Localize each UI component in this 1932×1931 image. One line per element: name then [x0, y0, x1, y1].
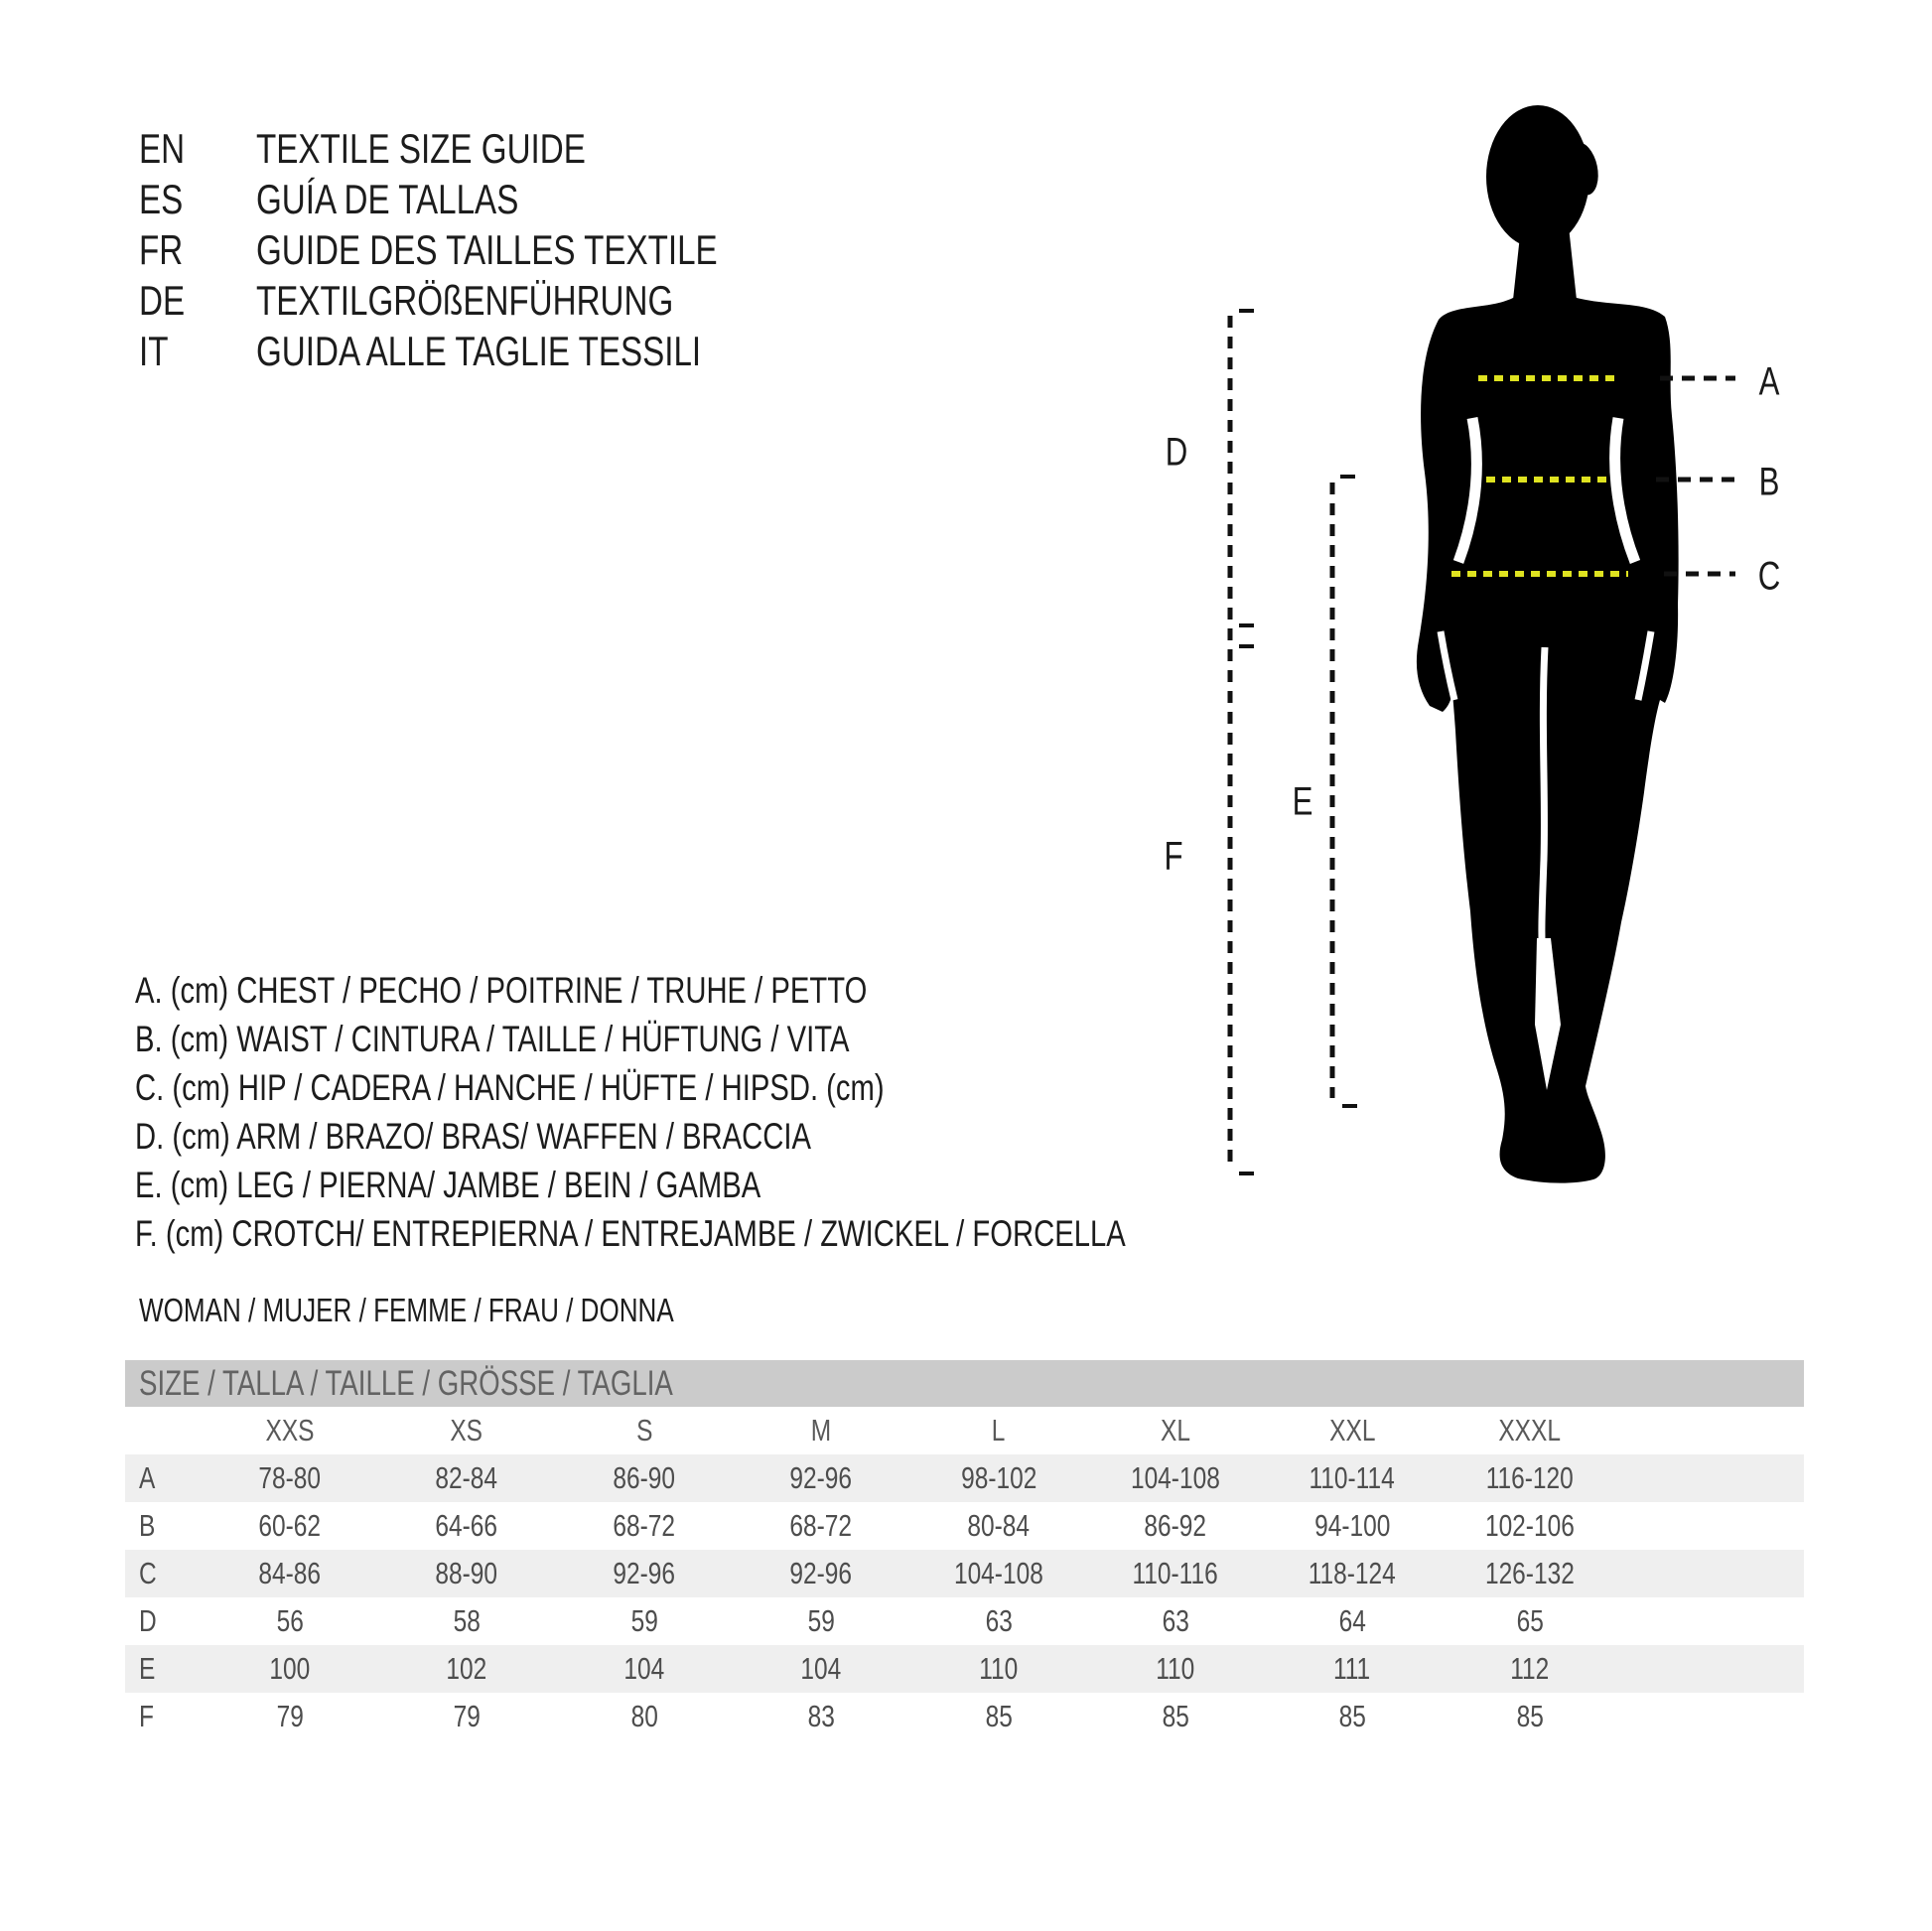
- size-column-header-text: L: [992, 1413, 1006, 1448]
- table-cell: [1264, 1550, 1441, 1597]
- table-cell-text: 63: [985, 1603, 1013, 1638]
- table-cell-text: 102-106: [1485, 1508, 1575, 1543]
- table-cell-text: 85: [1338, 1699, 1366, 1733]
- table-cell: [1264, 1597, 1441, 1645]
- size-column-header-text: XL: [1161, 1413, 1190, 1448]
- row-label-text: D: [139, 1603, 157, 1638]
- table-cell-text: 58: [453, 1603, 481, 1638]
- table-cell: [556, 1550, 733, 1597]
- audience-line: [139, 1287, 816, 1333]
- lang-code-text: EN: [139, 125, 186, 172]
- tick-f-top: [1239, 644, 1254, 648]
- title-text: TEXTILGRÖßENFÜHRUNG: [256, 277, 674, 324]
- table-cell-text: 102: [446, 1651, 487, 1686]
- legend-item-a: [135, 966, 1389, 1015]
- lang-code-text: DE: [139, 277, 186, 324]
- lang-code-text: IT: [139, 328, 169, 374]
- table-cell-text: 92-96: [789, 1460, 853, 1495]
- table-cell-text: 83: [807, 1699, 835, 1733]
- size-columns-row: [0, 1407, 1932, 1454]
- table-cell: [202, 1645, 378, 1693]
- table-cell: [202, 1597, 378, 1645]
- row-label-text: E: [139, 1651, 156, 1686]
- table-cell-text: 98-102: [960, 1460, 1037, 1495]
- table-cell: [910, 1645, 1087, 1693]
- size-column-header-text: M: [810, 1413, 832, 1448]
- row-label: [139, 1502, 160, 1550]
- size-column-header-text: XXXL: [1498, 1413, 1562, 1448]
- table-cell: [1442, 1550, 1618, 1597]
- legend-item-c: [135, 1063, 1389, 1112]
- table-cell: [1264, 1454, 1441, 1502]
- woman-silhouette-figure: [1417, 105, 1679, 1183]
- table-cell-text: 59: [807, 1603, 835, 1638]
- size-column-header-text: XXS: [265, 1413, 315, 1448]
- table-cell-text: 65: [1516, 1603, 1544, 1638]
- row-label: [139, 1597, 161, 1645]
- table-cell-text: 112: [1510, 1651, 1550, 1686]
- size-column-header-text: XS: [450, 1413, 483, 1448]
- table-cell: [556, 1693, 733, 1740]
- size-column-header: [1264, 1407, 1441, 1454]
- title-text: TEXTILE SIZE GUIDE: [256, 125, 586, 172]
- table-cell-text: 92-96: [789, 1556, 853, 1590]
- table-cell-text: 60-62: [258, 1508, 322, 1543]
- table-cell: [1442, 1502, 1618, 1550]
- table-cell: [378, 1693, 555, 1740]
- size-column-header: [556, 1407, 733, 1454]
- table-cell-text: 104-108: [954, 1556, 1043, 1590]
- title-text: GUÍA DE TALLAS: [256, 176, 519, 222]
- table-cell-text: 85: [1516, 1699, 1544, 1733]
- table-cell-text: 104-108: [1131, 1460, 1220, 1495]
- audience-text: WOMAN / MUJER / FEMME / FRAU / DONNA: [139, 1292, 674, 1328]
- legend-text: A. (cm) CHEST / PECHO / POITRINE / TRUHE / PETTO: [135, 970, 868, 1011]
- table-cell-text: 64: [1338, 1603, 1366, 1638]
- table-row: [0, 1693, 1932, 1740]
- legend-item-b: [135, 1015, 1389, 1063]
- legend-item-d: [135, 1112, 1389, 1161]
- table-cell: [378, 1550, 555, 1597]
- row-label: [139, 1550, 161, 1597]
- table-cell-text: 92-96: [613, 1556, 676, 1590]
- table-cell: [1264, 1693, 1441, 1740]
- table-cell: [910, 1550, 1087, 1597]
- row-label-text: C: [139, 1556, 157, 1590]
- table-cell: [378, 1645, 555, 1693]
- tick-d-bottom: [1239, 623, 1254, 627]
- table-cell-text: 79: [276, 1699, 304, 1733]
- measurement-legend: [135, 966, 1389, 1258]
- table-cell-text: 110-116: [1132, 1556, 1219, 1590]
- table-cell-text: 118-124: [1308, 1556, 1397, 1590]
- size-column-header: [1442, 1407, 1618, 1454]
- diagram-label-c: C: [1757, 553, 1781, 599]
- table-cell: [1442, 1645, 1618, 1693]
- table-row: [0, 1502, 1932, 1550]
- table-cell-text: 63: [1162, 1603, 1189, 1638]
- table-cell: [1087, 1645, 1264, 1693]
- table-cell: [202, 1550, 378, 1597]
- table-cell-text: 104: [800, 1651, 842, 1686]
- table-cell: [556, 1597, 733, 1645]
- row-label: [139, 1454, 160, 1502]
- table-cell-text: 86-92: [1144, 1508, 1207, 1543]
- table-cell-text: 82-84: [435, 1460, 498, 1495]
- table-cell-text: 80: [630, 1699, 658, 1733]
- table-cell-text: 126-132: [1485, 1556, 1575, 1590]
- size-column-header: [733, 1407, 909, 1454]
- table-cell: [1087, 1454, 1264, 1502]
- table-cell: [1087, 1597, 1264, 1645]
- size-column-header: [1087, 1407, 1264, 1454]
- table-cell-text: 78-80: [258, 1460, 322, 1495]
- table-cell-text: 79: [453, 1699, 481, 1733]
- table-cell-text: 68-72: [613, 1508, 676, 1543]
- legend-text: F. (cm) CROTCH/ ENTREPIERNA / ENTREJAMBE / ZWICKEL / FORCELLA: [135, 1213, 1126, 1254]
- table-cell-text: 59: [630, 1603, 658, 1638]
- table-cell-text: 110: [979, 1651, 1019, 1686]
- size-table-header-text: SIZE / TALLA / TAILLE / GRÖSSE / TAGLIA: [139, 1364, 673, 1403]
- table-cell: [556, 1502, 733, 1550]
- table-cell: [378, 1502, 555, 1550]
- size-table-header-label: [139, 1360, 815, 1407]
- table-cell: [1442, 1454, 1618, 1502]
- table-cell-text: 85: [1162, 1699, 1189, 1733]
- legend-text: E. (cm) LEG / PIERNA/ JAMBE / BEIN / GAMBA: [135, 1165, 761, 1205]
- table-cell: [1087, 1550, 1264, 1597]
- lang-code-text: FR: [139, 226, 184, 273]
- size-column-header-text: S: [635, 1413, 653, 1448]
- size-column-header-text: XXL: [1328, 1413, 1376, 1448]
- diagram-label-a: A: [1758, 358, 1780, 404]
- row-label-text: B: [139, 1508, 156, 1543]
- title-text: GUIDA ALLE TAGLIE TESSILI: [256, 328, 702, 374]
- size-column-header: [378, 1407, 555, 1454]
- legend-text: D. (cm) ARM / BRAZO/ BRAS/ WAFFEN / BRACCIA: [135, 1116, 812, 1157]
- silhouette-neck: [1513, 226, 1577, 300]
- table-cell-text: 111: [1333, 1651, 1371, 1686]
- table-cell: [910, 1502, 1087, 1550]
- size-table-header-band: [125, 1360, 1804, 1407]
- tick-d-top: [1239, 309, 1254, 313]
- size-column-header: [910, 1407, 1087, 1454]
- table-cell: [556, 1454, 733, 1502]
- table-cell-text: 86-90: [613, 1460, 676, 1495]
- table-cell-text: 56: [276, 1603, 304, 1638]
- table-cell: [910, 1693, 1087, 1740]
- gap-between-legs: [1542, 647, 1545, 958]
- diagram-label-f: F: [1164, 833, 1183, 879]
- row-label-text: A: [139, 1460, 156, 1495]
- table-cell-text: 64-66: [435, 1508, 498, 1543]
- diagram-label-e: E: [1292, 778, 1313, 824]
- table-cell-text: 84-86: [258, 1556, 322, 1590]
- table-cell: [1087, 1693, 1264, 1740]
- table-cell-text: 88-90: [435, 1556, 498, 1590]
- table-cell: [202, 1502, 378, 1550]
- row-label-text: F: [139, 1699, 154, 1733]
- table-cell: [733, 1454, 909, 1502]
- table-cell-text: 110: [1156, 1651, 1195, 1686]
- diagram-label-b: B: [1758, 459, 1780, 504]
- table-cell: [910, 1454, 1087, 1502]
- table-row: [0, 1454, 1932, 1502]
- table-cell: [1264, 1645, 1441, 1693]
- row-label: [139, 1693, 158, 1740]
- table-cell-text: 80-84: [967, 1508, 1031, 1543]
- tick-e-top: [1340, 475, 1355, 479]
- table-cell: [733, 1645, 909, 1693]
- table-cell-text: 104: [623, 1651, 665, 1686]
- table-cell: [1087, 1502, 1264, 1550]
- table-row: [0, 1597, 1932, 1645]
- table-cell: [378, 1454, 555, 1502]
- legend-text: B. (cm) WAIST / CINTURA / TAILLE / HÜFTUNG / VITA: [135, 1019, 850, 1059]
- diagram-label-d: D: [1165, 429, 1188, 475]
- table-cell-text: 116-120: [1485, 1460, 1575, 1495]
- size-column-header: [202, 1407, 378, 1454]
- table-cell: [202, 1454, 378, 1502]
- title-text: GUIDE DES TAILLES TEXTILE: [256, 226, 718, 273]
- row-label: [139, 1645, 160, 1693]
- table-cell: [733, 1502, 909, 1550]
- table-cell: [733, 1597, 909, 1645]
- table-cell: [733, 1693, 909, 1740]
- table-cell-text: 68-72: [789, 1508, 853, 1543]
- table-cell: [910, 1597, 1087, 1645]
- table-cell-text: 94-100: [1313, 1508, 1391, 1543]
- table-cell: [556, 1645, 733, 1693]
- table-row: [0, 1550, 1932, 1597]
- legend-text: C. (cm) HIP / CADERA / HANCHE / HÜFTE / HIPSD. (cm): [135, 1067, 885, 1108]
- table-cell: [733, 1550, 909, 1597]
- table-cell: [1264, 1502, 1441, 1550]
- table-cell: [378, 1597, 555, 1645]
- table-cell-text: 85: [985, 1699, 1013, 1733]
- table-cell-text: 110-114: [1309, 1460, 1396, 1495]
- legend-item-e: [135, 1161, 1389, 1209]
- table-cell-text: 100: [269, 1651, 311, 1686]
- table-cell: [1442, 1597, 1618, 1645]
- table-cell: [202, 1693, 378, 1740]
- lang-code-text: ES: [139, 176, 184, 222]
- legend-item-f: [135, 1209, 1389, 1258]
- table-row: [0, 1645, 1932, 1693]
- table-cell: [1442, 1693, 1618, 1740]
